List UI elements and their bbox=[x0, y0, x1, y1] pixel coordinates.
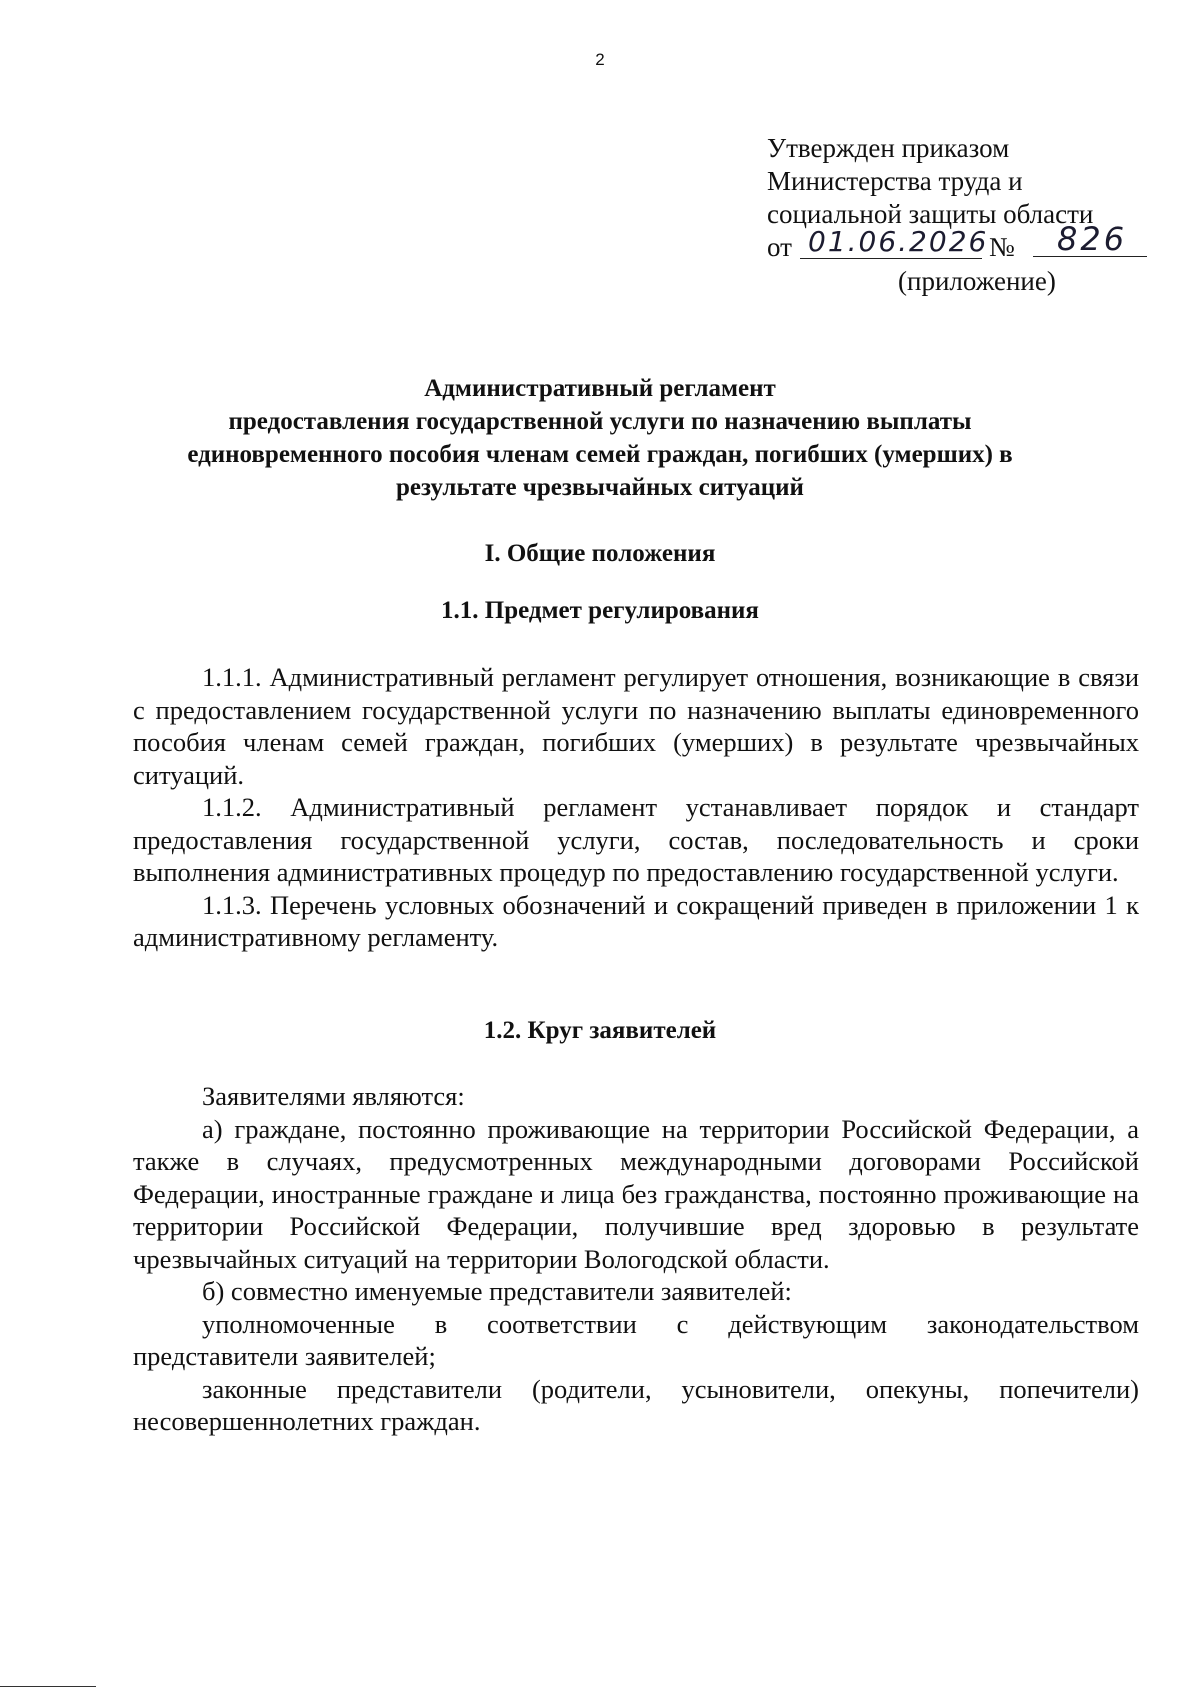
handwritten-number: 826 bbox=[1033, 223, 1147, 257]
paragraph-1-1-3: 1.1.3. Перечень условных обозначений и сокращений приведен в приложении 1 к административному регламенту. bbox=[133, 889, 1139, 952]
document-title bbox=[0, 372, 1200, 504]
from-label: от bbox=[767, 232, 792, 262]
representatives-legal: законные представители (родители, усыновители, опекуны, попечители) несовершеннолетних граждан. bbox=[133, 1373, 1139, 1436]
number-label: № bbox=[989, 232, 1015, 262]
annex-label: (приложение) bbox=[898, 266, 1056, 296]
approval-line-2: Министерства труда и bbox=[767, 166, 1023, 196]
title-line-1: Административный регламент bbox=[424, 375, 776, 402]
handwritten-date: 01.06.2026 bbox=[800, 225, 982, 259]
title-line-3: единовременного пособия членам семей граждан, погибших (умерших) в bbox=[187, 441, 1013, 468]
approval-line-1: Утвержден приказом bbox=[767, 133, 1010, 163]
applicants-paragraphs bbox=[133, 1080, 1139, 1438]
subject-paragraphs bbox=[133, 661, 1139, 954]
footer-rule bbox=[0, 1686, 96, 1687]
approval-date-number-line bbox=[767, 220, 1147, 267]
title-line-4: результате чрезвычайных ситуаций bbox=[396, 474, 804, 501]
page-number: 2 bbox=[595, 50, 605, 69]
applicants-item-a: а) граждане, постоянно проживающие на территории Российской Федерации, а также в случаях, предусмотренных международными договорами Российской Федерации, иностранные граждане и лица без гражданства, постоянно проживающие на территории Российской Федерации, получившие вред здоровью в результате чрезвычайных ситуаций на территории Вологодской области. bbox=[133, 1113, 1139, 1274]
section-heading-general: I. Общие положения bbox=[484, 540, 716, 567]
paragraph-1-1-2: 1.1.2. Административный регламент устанавливает порядок и стандарт предоставления государственной услуги, состав, последовательность и сроки выполнения административных процедур по предоставлению государственной услуги. bbox=[133, 792, 1139, 887]
applicants-item-b: б) совместно именуемые представители заявителей: bbox=[202, 1276, 792, 1306]
applicants-intro: Заявителями являются: bbox=[202, 1081, 465, 1111]
subsection-heading-subject: 1.1. Предмет регулирования bbox=[441, 597, 759, 624]
subsection-heading-applicants: 1.2. Круг заявителей bbox=[483, 1017, 717, 1044]
representatives-authorized: уполномоченные в соответствии с действующим законодательством представители заявителей; bbox=[133, 1308, 1139, 1371]
paragraph-1-1-1: 1.1.1. Административный регламент регулирует отношения, возникающие в связи с предоставлением государственной услуги по назначению выплаты единовременного пособия членам семей граждан, погибших (умерших) в результате чрезвычайных ситуаций. bbox=[133, 662, 1139, 790]
title-line-2: предоставления государственной услуги по назначению выплаты bbox=[228, 408, 972, 435]
approval-stamp bbox=[767, 132, 1147, 298]
approval-line-3: социальной защиты области bbox=[767, 199, 1094, 229]
